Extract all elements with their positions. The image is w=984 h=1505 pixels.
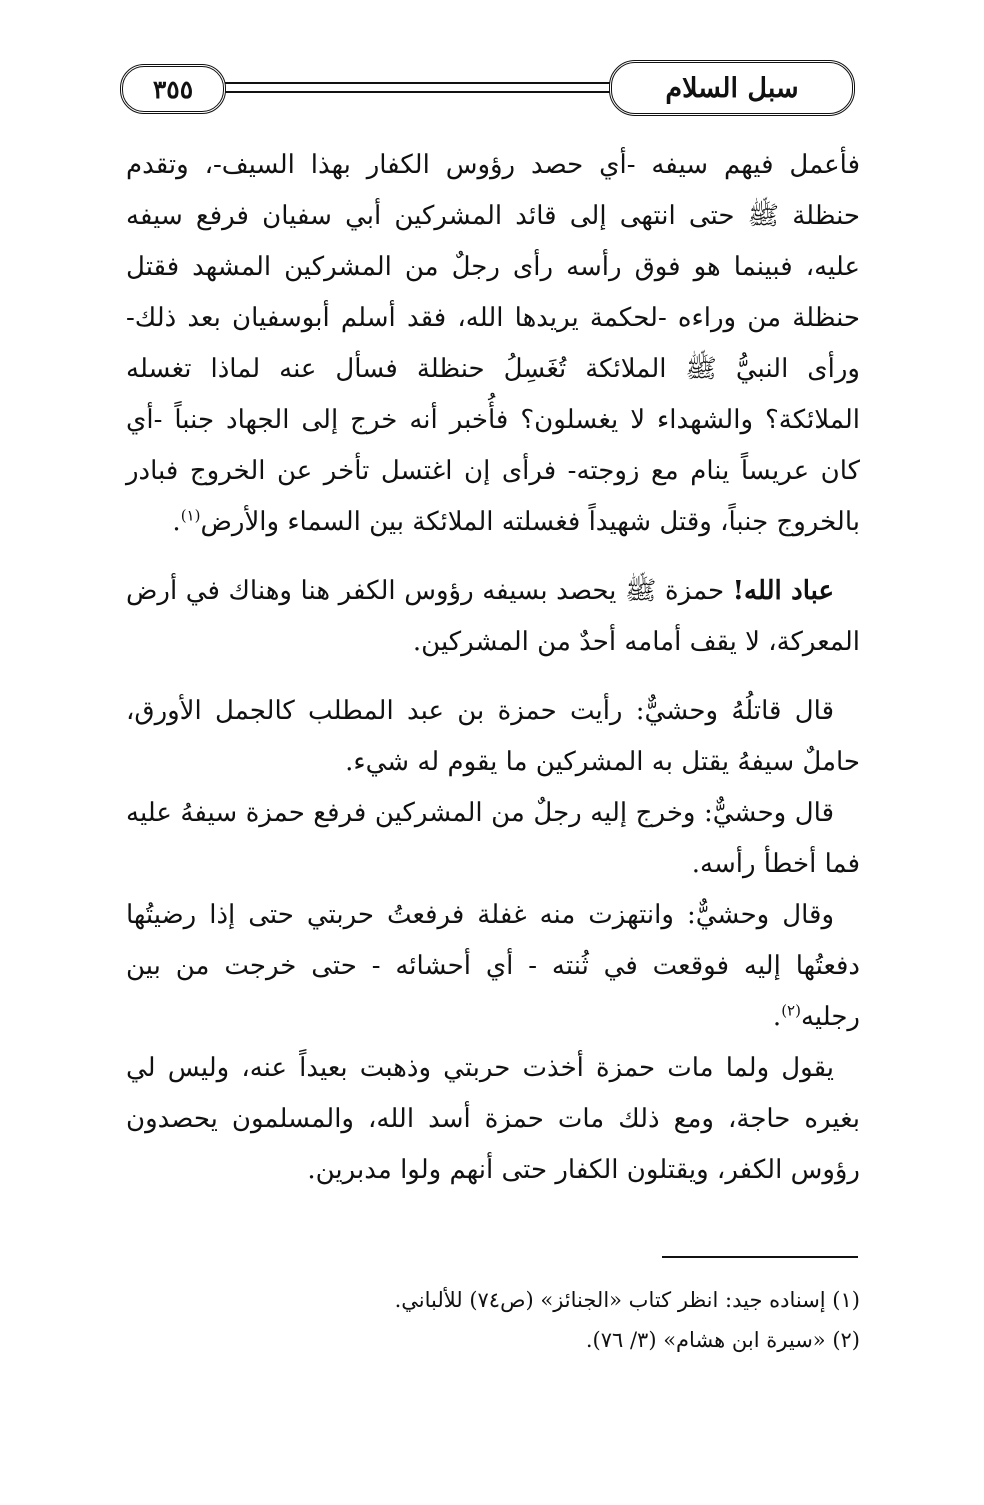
footnote-ref-2: (٢)	[781, 1001, 801, 1020]
paragraph-6: يقول ولما مات حمزة أخذت حربتي وذهبت بعيداً عنه، وليس لي بغيره حاجة، ومع ذلك مات حمزة أسد الله، والمسلمون يحصدون رؤوس الكفر، ويقتلون الكفار حتى أنهم ولوا مدبرين.	[126, 1053, 860, 1185]
page-header	[120, 60, 855, 120]
paragraph-1-end: .	[172, 507, 181, 537]
book-title: سبل السلام	[665, 72, 799, 104]
footnote-divider	[662, 1256, 858, 1258]
paragraph-5-text: وقال وحشيٌّ: وانتهزت منه غفلة فرفعتُ حربتي حتى إذا رضيتُها دفعتُها إليه فوقعت في ثُنته - أي أحشائه - حتى خرجت من بين رجليه	[126, 900, 860, 1032]
footnote-2: (٢) «سيرة ابن هشام» (٣/ ٧٦).	[585, 1328, 860, 1352]
footnote-ref-1: (١)	[180, 506, 201, 525]
footnote-1: (١) إسناده جيد: انظر كتاب «الجنائز» (ص٧٤) للألباني.	[394, 1288, 860, 1312]
paragraph-4: قال وحشيٌّ: وخرج إليه رجلٌ من المشركين فرفع حمزة سيفهُ عليه فما أخطأ رأسه.	[126, 798, 860, 879]
body-text	[126, 140, 860, 1196]
paragraph-5	[126, 890, 860, 1043]
book-title-frame	[609, 60, 855, 116]
paragraph-5-end: .	[772, 1002, 782, 1032]
paragraph-2-text: حمزة ﷺ يحصد بسيفه رؤوس الكفر هنا وهناك في أرض المعركة، لا يقف أمامه أحدٌ من المشركين.	[126, 576, 860, 657]
page-number-frame	[120, 64, 226, 114]
paragraph-2	[126, 566, 860, 668]
paragraph-3: قال قاتلُهُ وحشيٌّ: رأيت حمزة بن عبد المطلب كالجمل الأورق، حاملٌ سيفهُ يقتل به المشركين ما يقوم له شيء.	[126, 696, 860, 777]
footnotes	[126, 1280, 860, 1360]
paragraph-2-lead: عباد الله!	[732, 576, 834, 606]
paragraph-1	[126, 140, 860, 548]
page-number: ٣٥٥	[152, 74, 194, 104]
paragraph-1-text: فأعمل فيهم سيفه -أي حصد رؤوس الكفار بهذا السيف-، وتقدم حنظلة ﷺ حتى انتهى إلى قائد المشركين أبي سفيان فرفع سيفه عليه، فبينما هو فوق رأسه رأى رجلٌ من المشركين المشهد فقتل حنظلة من وراءه -لحكمة يريدها الله، فقد أسلم أبوسفيان بعد ذلك- ورأى النبيُّ ﷺ الملائكة تُغَسِلُ حنظلة فسأل عنه لماذا تغسله الملائكة؟ والشهداء لا يغسلون؟ فأُخبر أنه خرج إلى الجهاد جنباً -أي كان عريساً ينام مع زوجته- فرأى إن اغتسل تأخر عن الخروج فبادر بالخروج جنباً، وقتل شهيداً فغسلته الملائكة بين السماء والأرض	[126, 150, 860, 537]
